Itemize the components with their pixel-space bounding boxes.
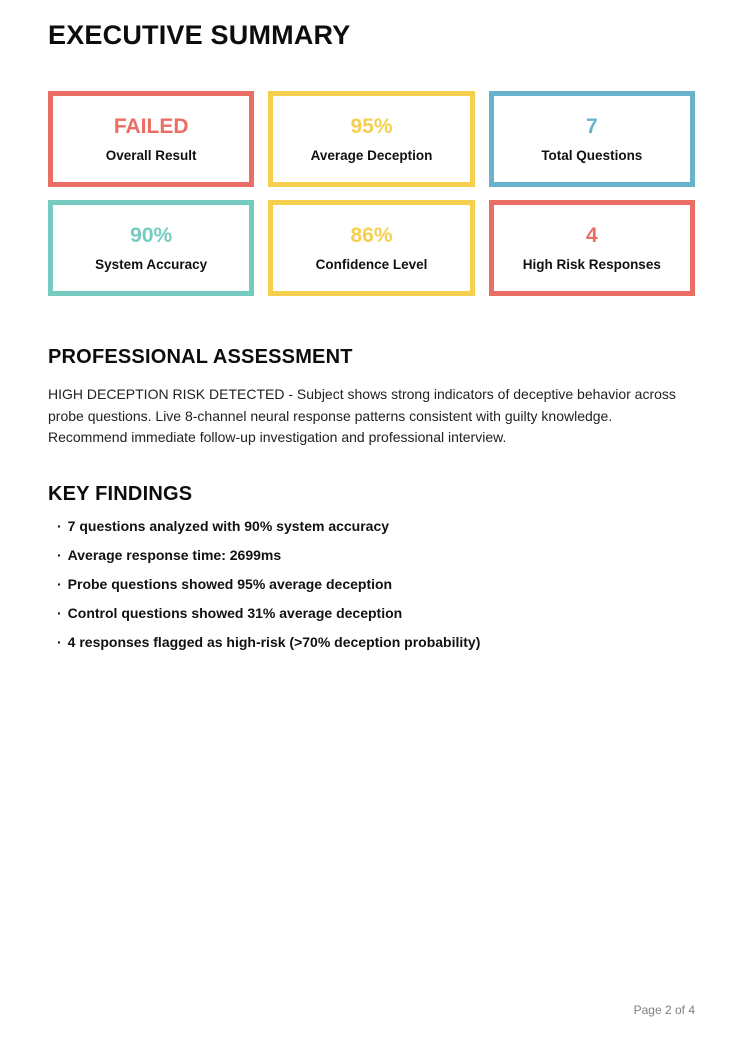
stat-label: Total Questions xyxy=(541,147,643,163)
bullet-icon: · xyxy=(57,604,62,621)
stat-value: 7 xyxy=(585,114,598,138)
stat-card-system-accuracy xyxy=(48,200,254,296)
stat-card-average-deception xyxy=(268,91,474,187)
stat-value: FAILED xyxy=(113,114,189,138)
finding-item xyxy=(57,628,695,657)
stat-card-high-risk-responses xyxy=(489,200,695,296)
stat-label: Confidence Level xyxy=(315,256,428,272)
stat-value: 86% xyxy=(350,223,393,247)
finding-text: Probe questions showed 95% average deception xyxy=(67,575,393,592)
page-title: EXECUTIVE SUMMARY xyxy=(48,20,351,50)
bullet-icon: · xyxy=(57,517,62,534)
finding-item xyxy=(57,512,695,541)
finding-item xyxy=(57,570,695,599)
finding-text: 7 questions analyzed with 90% system accuracy xyxy=(67,517,390,534)
finding-text: Control questions showed 31% average deception xyxy=(67,604,403,621)
stat-card-total-questions xyxy=(489,91,695,187)
finding-item xyxy=(57,541,695,570)
key-findings-heading: KEY FINDINGS xyxy=(48,482,193,505)
stat-label: Average Deception xyxy=(310,147,433,163)
stat-label: Overall Result xyxy=(105,147,197,163)
stat-card-overall-result xyxy=(48,91,254,187)
stats-grid xyxy=(48,91,695,296)
stat-value: 4 xyxy=(585,223,598,247)
stat-value: 90% xyxy=(130,223,173,247)
bullet-icon: · xyxy=(57,546,62,563)
bullet-icon: · xyxy=(57,575,62,592)
key-findings-list xyxy=(48,512,695,657)
finding-text: 4 responses flagged as high-risk (>70% deception probability) xyxy=(67,633,481,650)
page-number: Page 2 of 4 xyxy=(633,1003,695,1017)
assessment-body-text: HIGH DECEPTION RISK DETECTED - Subject shows strong indicators of deceptive behavior across probe questions. Live 8-channel neural response patterns consistent with guilty knowledge. Recommend immediate follow-up investigation and professional interview. xyxy=(48,386,676,445)
bullet-icon: · xyxy=(57,633,62,650)
stat-value: 95% xyxy=(350,114,393,138)
stat-label: High Risk Responses xyxy=(522,256,661,272)
finding-item xyxy=(57,599,695,628)
assessment-heading: PROFESSIONAL ASSESSMENT xyxy=(48,346,353,368)
stat-card-confidence-level xyxy=(268,200,474,296)
finding-text: Average response time: 2699ms xyxy=(67,546,282,563)
stat-label: System Accuracy xyxy=(95,256,208,272)
